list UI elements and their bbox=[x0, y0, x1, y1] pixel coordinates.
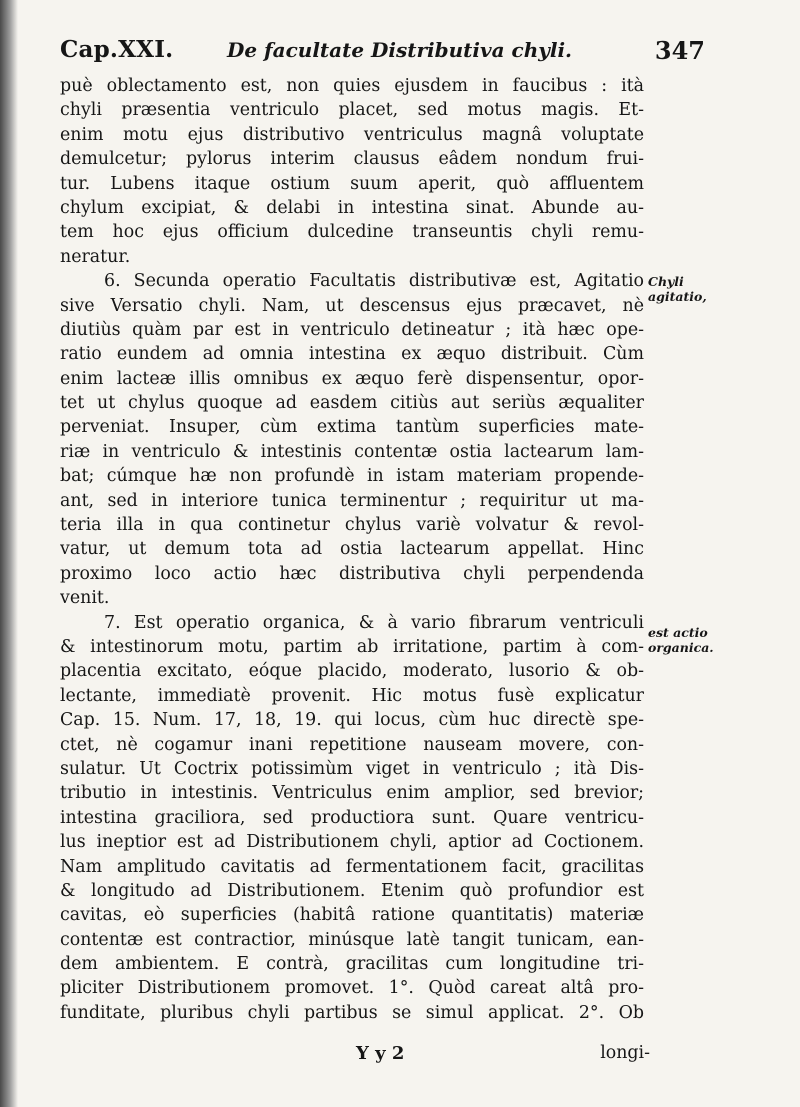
text-line: enim motu ejus distributivo ventriculus magnâ voluptate bbox=[60, 124, 644, 145]
text-line: puè oblectamento est, non quies ejusdem in faucibus : ità bbox=[60, 76, 644, 96]
text-line: diutiùs quàm par est in ventriculo detineatur ; ità hæc ope- bbox=[60, 319, 644, 340]
text-line: dem ambientem. E contrà, gracilitas cum longitudine tri- bbox=[60, 954, 644, 975]
text-line: ctet, nè cogamur inani repetitione nauseam movere, con- bbox=[60, 734, 644, 755]
margin-note-chyli-agitatio: Chyli agitatio, bbox=[648, 274, 707, 304]
text-line: sive Versatio chyli. Nam, ut descensus ejus præcavet, nè bbox=[60, 295, 644, 316]
paragraph bbox=[60, 611, 644, 1026]
page-footer bbox=[60, 1043, 650, 1071]
text-line: chylum excipiat, & delabi in intestina sinat. Abunde au- bbox=[60, 197, 644, 218]
chapter-label: Cap.XXI. bbox=[60, 36, 174, 63]
text-line: 6. Secunda operatio Facultatis distributivæ est, Agitatio bbox=[104, 271, 644, 292]
text-line: funditate, pluribus chyli partibus se simul applicat. 2°. Ob bbox=[60, 1002, 644, 1023]
text-line: 7. Est operatio organica, & à vario fibrarum ventriculi bbox=[104, 612, 644, 633]
catchword: longi- bbox=[600, 1043, 650, 1063]
text-line: chyli præsentia ventriculo placet, sed motus magis. Et- bbox=[60, 100, 644, 121]
text-line: & longitudo ad Distributionem. Etenim quò profundior est bbox=[60, 880, 644, 901]
paragraph bbox=[60, 269, 644, 610]
text-line: riæ in ventriculo & intestinis contentæ ostia lactearum lam- bbox=[60, 441, 644, 462]
text-line: lus ineptior est ad Distributionem chyli, aptior ad Coctionem. bbox=[60, 832, 644, 853]
running-head bbox=[60, 36, 705, 72]
text-line: ant, sed in interiore tunica terminentur ; requiritur ut ma- bbox=[60, 490, 644, 511]
text-line: perveniat. Insuper, cùm extima tantùm superficies mate- bbox=[60, 417, 644, 438]
running-title: De facultate Distributiva chyli. bbox=[227, 38, 573, 62]
text-line: neratur. bbox=[60, 246, 131, 267]
text-line: cavitas, eò superficies (habitâ ratione quantitatis) materiæ bbox=[60, 905, 644, 926]
text-line: contentæ est contractior, minúsque latè tangit tunicam, ean- bbox=[60, 929, 644, 950]
text-line: ratio eundem ad omnia intestina ex æquo distribuit. Cùm bbox=[60, 344, 644, 365]
text-line: tet ut chylus quoque ad easdem citiùs aut seriùs æqualiter bbox=[60, 393, 644, 414]
text-line: lectante, immediatè provenit. Hic motus fusè explicatur bbox=[60, 685, 644, 706]
text-line: intestina graciliora, sed productiora sunt. Quare ventricu- bbox=[60, 807, 644, 828]
binding-shadow bbox=[0, 0, 18, 1107]
text-line: Cap. 15. Num. 17, 18, 19. qui locus, cùm huc directè spe- bbox=[60, 710, 644, 731]
margin-note-actio-organica: est actio organica. bbox=[648, 625, 714, 655]
text-line: venit. bbox=[60, 588, 110, 609]
text-line: pliciter Distributionem promovet. 1°. Quòd careat altâ pro- bbox=[60, 978, 644, 999]
text-line: enim lacteæ illis omnibus ex æquo ferè dispensentur, opor- bbox=[60, 368, 644, 389]
text-line: sulatur. Ut Coctrix potissimùm viget in ventriculo ; ità Dis- bbox=[60, 758, 644, 779]
text-line: & intestinorum motu, partim ab irritatione, partim à com- bbox=[60, 636, 644, 657]
text-line: placentia excitato, eóque placido, moderato, lusorio & ob- bbox=[60, 661, 644, 682]
page-number: 347 bbox=[654, 36, 705, 65]
text-line: tur. Lubens itaque ostium suum aperit, quò affluentem bbox=[60, 173, 644, 194]
text-line: tributio in intestinis. Ventriculus enim amplior, sed brevior; bbox=[60, 783, 644, 804]
text-line: teria illa in qua continetur chylus variè volvatur & revol- bbox=[60, 515, 644, 536]
paragraph bbox=[60, 74, 644, 269]
signature-mark: Y y 2 bbox=[356, 1043, 405, 1064]
text-line: vatur, ut demum tota ad ostia lactearum appellat. Hinc bbox=[60, 539, 644, 560]
text-line: tem hoc ejus officium dulcedine transeuntis chyli remu- bbox=[60, 222, 644, 243]
text-line: Nam amplitudo cavitatis ad fermentationem facit, gracilitas bbox=[60, 856, 644, 877]
body-text bbox=[60, 74, 644, 1025]
text-line: bat; cúmque hæ non profundè in istam materiam propende- bbox=[60, 466, 644, 487]
text-line: proximo loco actio hæc distributiva chyli perpendenda bbox=[60, 563, 644, 584]
text-line: demulcetur; pylorus interim clausus eâdem nondum frui- bbox=[60, 149, 644, 170]
